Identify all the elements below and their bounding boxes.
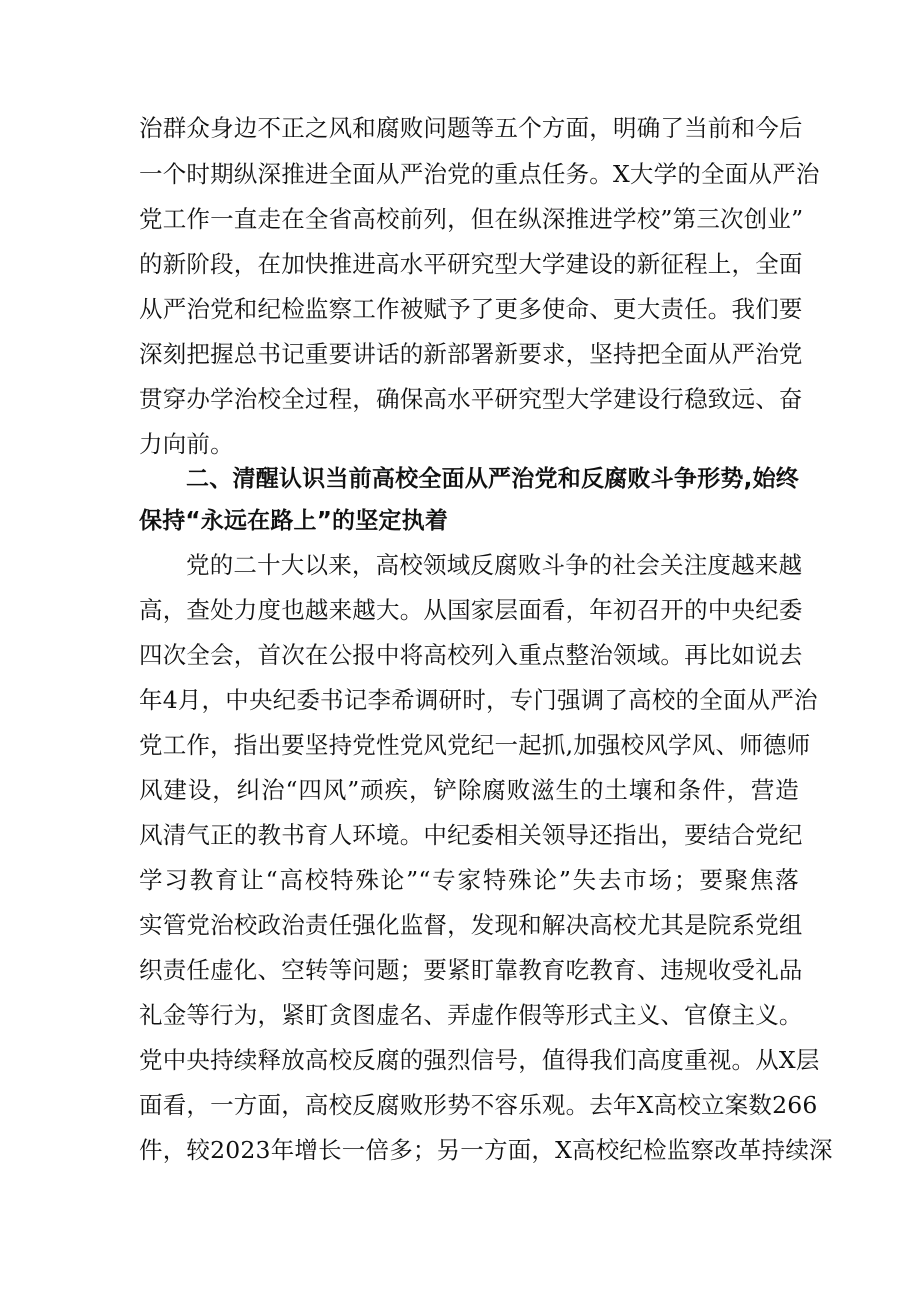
- text-line: 党工作，指出要坚持党性党风党纪一起抓,加强校风学风、师德师: [139, 731, 811, 759]
- text-line: 一个时期纵深推进全面从严治党的重点任务。X大学的全面从严治: [139, 160, 820, 188]
- text-line: 党的二十大以来，高校领域反腐败斗争的社会关注度越来越: [186, 551, 803, 579]
- text-line: 四次全会，首次在公报中将高校列入重点整治领域。再比如说去: [139, 641, 803, 669]
- text-line: 贯穿办学治校全过程，确保高水平研究型大学建设行稳致远、奋: [139, 385, 803, 413]
- text-line: 深刻把握总书记重要讲话的新部署新要求，坚持把全面从严治党: [139, 340, 803, 368]
- text-line: 风清气正的教书育人环境。中纪委相关领导还指出，要结合党纪: [139, 821, 803, 849]
- text-line: 学习教育让“高校特殊论”“专家特殊论”失去市场；要聚焦落: [139, 866, 799, 894]
- text-line: 党中央持续释放高校反腐的强烈信号，值得我们高度重视。从X层: [139, 1046, 820, 1074]
- text-line: 件，较2023年增长一倍多；另一方面，X高校纪检监察改革持续深: [139, 1136, 833, 1164]
- text-line: 力向前。: [139, 430, 234, 458]
- text-line: 面看，一方面，高校反腐败形势不容乐观。去年X高校立案数266: [139, 1091, 818, 1119]
- text-line: 风建设，纠治“四风”顽疾，铲除腐败滋生的土壤和条件，营造: [139, 776, 799, 804]
- text-line: 的新阶段，在加快推进高水平研究型大学建设的新征程上，全面: [139, 250, 803, 278]
- text-line: 治群众身边不正之风和腐败问题等五个方面，明确了当前和今后: [139, 114, 803, 142]
- text-line: 礼金等行为，紧盯贪图虚名、弄虚作假等形式主义、官僚主义。: [139, 1001, 803, 1029]
- heading-line: 二、清醒认识当前高校全面从严治党和反腐败斗争形势,始终: [186, 466, 799, 492]
- text-line: 从严治党和纪检监察工作被赋予了更多使命、更大责任。我们要: [139, 295, 803, 323]
- text-line: 高，查处力度也越来越大。从国家层面看，年初召开的中央纪委: [139, 596, 803, 624]
- text-line: 年4月，中央纪委书记李希调研时，专门强调了高校的全面从严治: [139, 686, 818, 714]
- text-line: 党工作一直走在全省高校前列，但在纵深推进学校”第三次创业”: [139, 205, 804, 233]
- text-line: 织责任虚化、空转等问题；要紧盯靠教育吃教育、违规收受礼品: [139, 956, 803, 984]
- text-line: 实管党治校政治责任强化监督，发现和解决高校尤其是院系党组: [139, 911, 803, 939]
- heading-line: 保持“永远在路上”的坚定执着: [139, 508, 449, 534]
